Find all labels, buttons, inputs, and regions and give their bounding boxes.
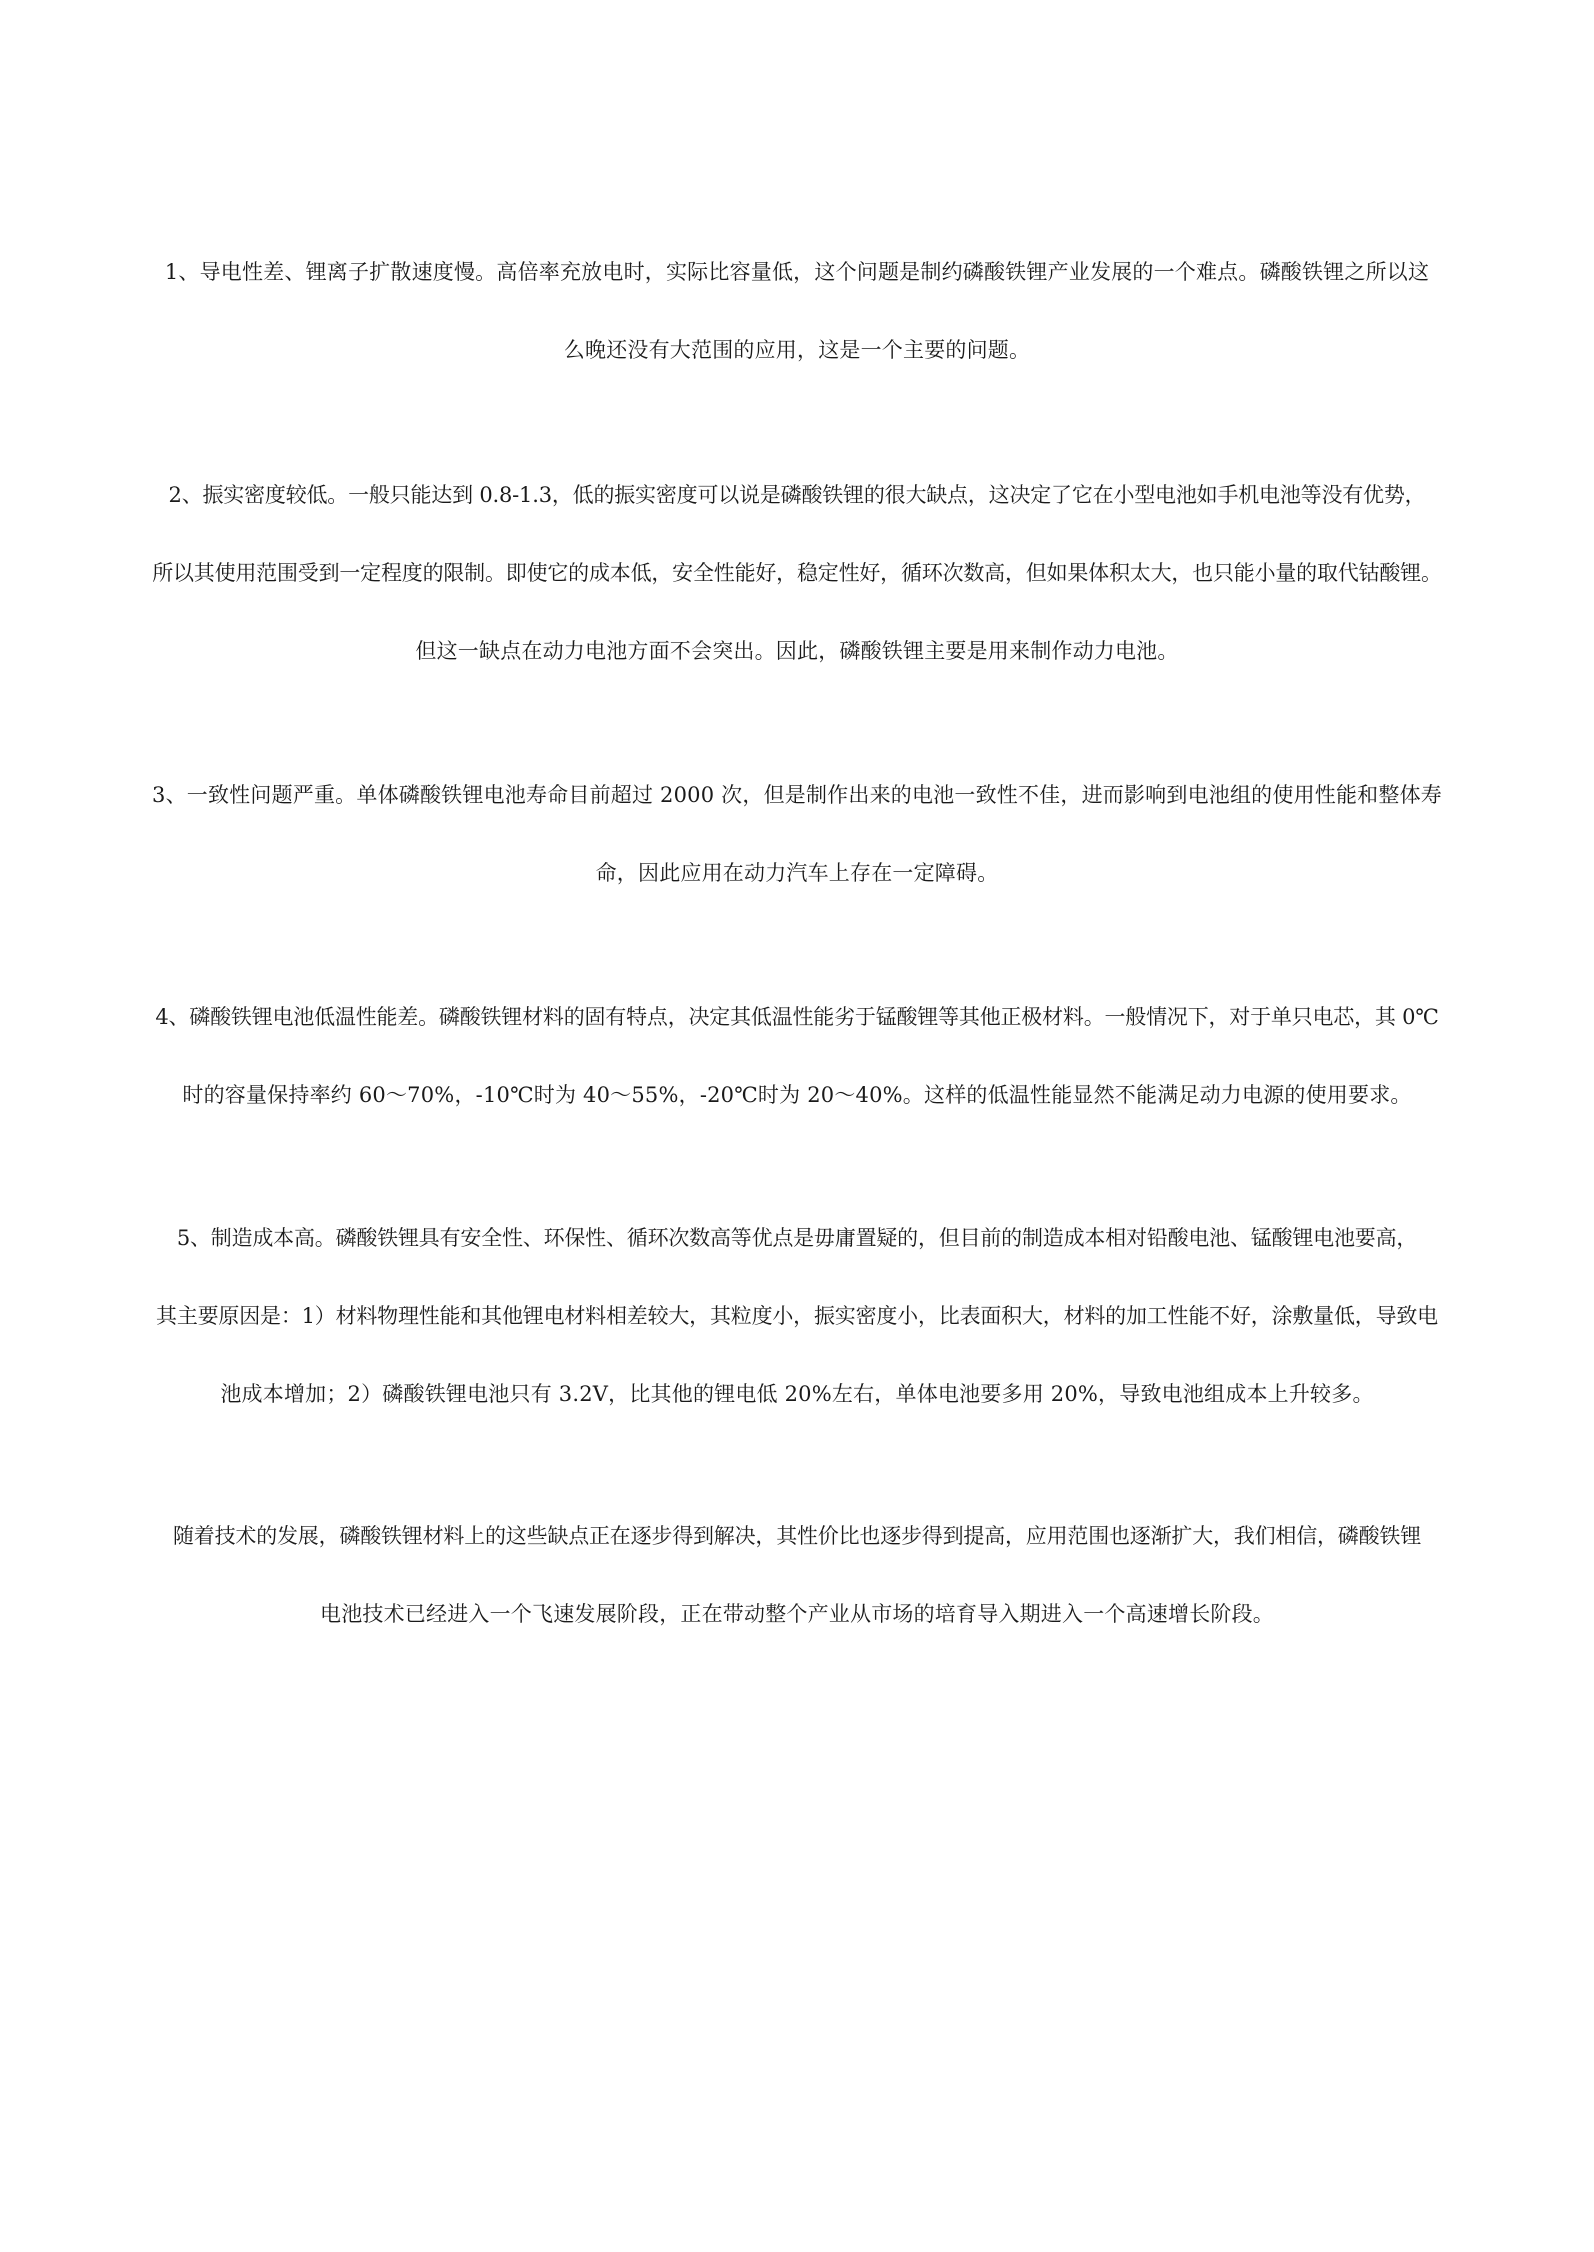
paragraph-line: 电池技术已经进入一个飞速发展阶段，正在带动整个产业从市场的培育导入期进入一个高速增长阶段。: [320, 1602, 1274, 1626]
paragraph-4: [60, 978, 1534, 1134]
paragraph-line: 但这一缺点在动力电池方面不会突出。因此，磷酸铁锂主要是用来制作动力电池。: [415, 639, 1179, 663]
paragraph-1: [60, 233, 1534, 389]
paragraph-line: 5、制造成本高。磷酸铁锂具有安全性、环保性、循环次数高等优点是毋庸置疑的，但目前的制造成本相对铅酸电池、锰酸锂电池要高，: [176, 1226, 1418, 1250]
paragraph-line: 其主要原因是：1）材料物理性能和其他锂电材料相差较大，其粒度小，振实密度小，比表面积大，材料的加工性能不好，涂敷量低，导致电: [156, 1304, 1438, 1328]
paragraph-line: 随着技术的发展，磷酸铁锂材料上的这些缺点正在逐步得到解决，其性价比也逐步得到提高，应用范围也逐渐扩大，我们相信，磷酸铁锂: [173, 1524, 1421, 1548]
paragraph-line: 3、一致性问题严重。单体磷酸铁锂电池寿命目前超过 2000 次，但是制作出来的电池一致性不佳，进而影响到电池组的使用性能和整体寿: [152, 783, 1442, 807]
paragraph-line: 2、振实密度较低。一般只能达到 0.8-1.3，低的振实密度可以说是磷酸铁锂的很大缺点，这决定了它在小型电池如手机电池等没有优势，: [168, 483, 1426, 507]
paragraph-2: [60, 456, 1534, 690]
paragraph-line: 么晚还没有大范围的应用，这是一个主要的问题。: [563, 338, 1031, 362]
paragraph-line: 1、导电性差、锂离子扩散速度慢。高倍率充放电时，实际比容量低，这个问题是制约磷酸铁锂产业发展的一个难点。磷酸铁锂之所以这: [164, 260, 1430, 284]
paragraph-6: [60, 1497, 1534, 1653]
paragraph-line: 4、磷酸铁锂电池低温性能差。磷酸铁锂材料的固有特点，决定其低温性能劣于锰酸锂等其他正极材料。一般情况下，对于单只电芯，其 0℃: [155, 1005, 1439, 1029]
paragraph-5: [60, 1199, 1534, 1433]
paragraph-line: 时的容量保持率约 60～70%，-10℃时为 40～55%，-20℃时为 20～40%。这样的低温性能显然不能满足动力电源的使用要求。: [182, 1083, 1412, 1107]
paragraph-3: [60, 756, 1534, 912]
paragraph-line: 所以其使用范围受到一定程度的限制。即使它的成本低，安全性能好，稳定性好，循环次数高，但如果体积太大，也只能小量的取代钴酸锂。: [152, 561, 1442, 585]
paragraph-line: 池成本增加；2）磷酸铁锂电池只有 3.2V，比其他的锂电低 20%左右，单体电池要多用 20%，导致电池组成本上升较多。: [220, 1382, 1374, 1406]
paragraph-line: 命，因此应用在动力汽车上存在一定障碍。: [595, 861, 999, 885]
